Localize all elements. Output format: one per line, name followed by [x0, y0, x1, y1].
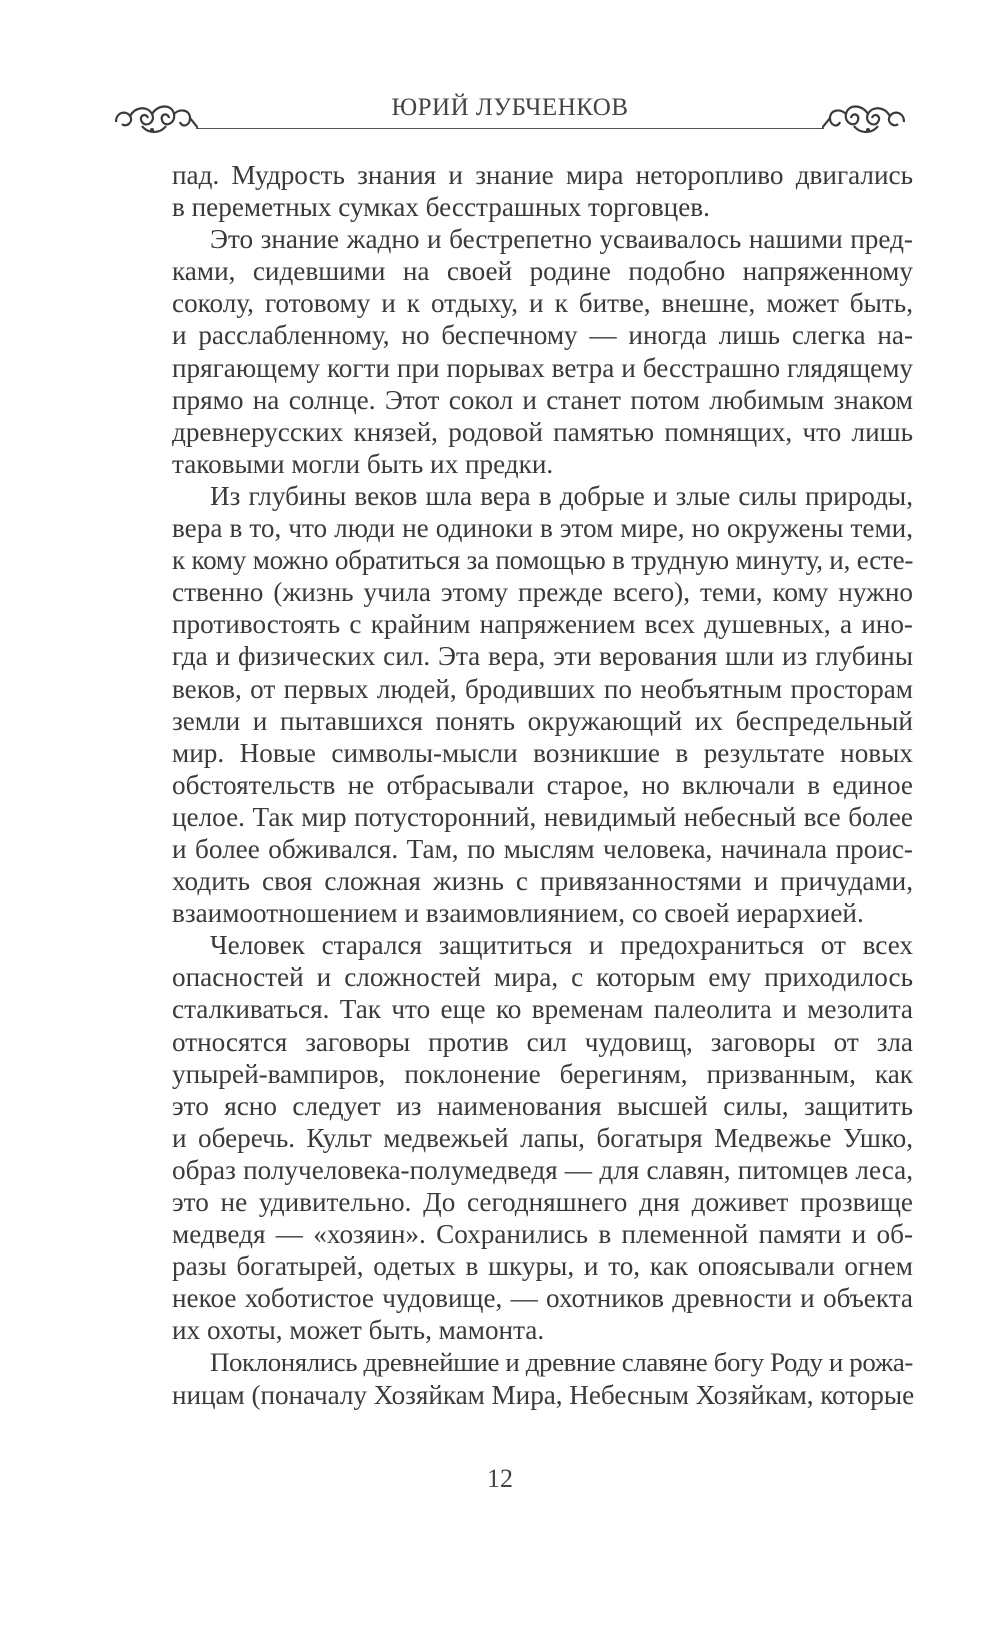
text-line: противостоять с крайним напряжением всех душевных, а ино-	[172, 609, 913, 640]
text-line: вера в то, что люди не одиноки в этом мире, но окружены теми,	[172, 513, 913, 544]
text-line: земли и пытавшихся понять окружающий их беспредельный	[172, 705, 913, 736]
text-line: древнерусских князей, родовой памятью помнящих, что лишь	[172, 416, 913, 447]
text-line: ками, сидевшими на своей родине подобно напряженному	[172, 256, 913, 287]
text-line: упырей-вампиров, поклонение берегиням, призванным, как	[172, 1058, 913, 1089]
text-line: и расслабленному, но беспечному — иногда лишь слегка на-	[172, 320, 913, 351]
text-line: это не удивительно. До сегодняшнего дня доживет прозвище	[172, 1187, 913, 1217]
text-line: и оберечь. Культ медвежьей лапы, богатыря Медвежье Ушко,	[172, 1122, 913, 1153]
text-line: опасностей и сложностей мира, с которым ему приходилось	[172, 962, 913, 993]
text-line: обстоятельств не отбрасывали старое, но включали в единое	[172, 769, 913, 800]
text-line: к кому можно обратиться за помощью в трудную минуту, и, есте-	[172, 545, 914, 576]
text-line: это ясно следует из наименования высшей силы, защитить	[172, 1090, 913, 1121]
text-line: взаимоотношением и взаимовлиянием, со своей иерархией.	[172, 898, 864, 929]
text-line: таковыми могли быть их предки.	[172, 448, 554, 479]
text-line: ницам (поначалу Хозяйкам Мира, Небесным Хозяйкам, которые	[172, 1379, 915, 1410]
text-line: образ получеловека-полумедведя — для славян, питомцев леса,	[172, 1154, 913, 1185]
text-line: целое. Так мир потусторонний, невидимый небесный все более	[172, 801, 913, 832]
header-rule	[196, 128, 824, 129]
text-line: медведя — «хозяин». Сохранились в племенной памяти и об-	[172, 1219, 913, 1250]
text-line: прягающему когти при порывах ветра и бесстрашно глядящему	[172, 352, 913, 383]
text-line: Человек старался защититься и предохраниться от всех	[210, 930, 913, 961]
scroll-ornament-icon	[822, 100, 908, 140]
text-line: Это знание жадно и бестрепетно усваивалось нашими пред-	[210, 224, 913, 255]
running-header	[112, 86, 908, 142]
body-text	[172, 159, 913, 1411]
page-number: 12	[487, 1464, 513, 1493]
text-line: некое хоботистое чудовище, — охотников древности и объекта	[172, 1283, 913, 1314]
text-line: пад. Мудрость знания и знание мира неторопливо двигались	[172, 160, 913, 190]
text-line: разы богатырей, одетых в шкуры, и то, как опоясывали огнем	[172, 1251, 913, 1282]
text-line: прямо на солнце. Этот сокол и станет потом любимым знаком	[172, 384, 913, 415]
text-line: веков, от первых людей, бродивших по необъятным просторам	[172, 673, 913, 704]
text-line: в переметных сумках бесстрашных торговцев.	[172, 192, 710, 223]
text-line: мир. Новые символы-мысли возникшие в результате новых	[172, 737, 913, 768]
text-line: ственно (жизнь учила этому прежде всего), теми, кому нужно	[172, 577, 913, 608]
text-line: и более обживался. Там, по мыслям человека, начинала проис-	[172, 833, 913, 864]
text-line: сталкиваться. Так что еще ко временам палеолита и мезолита	[172, 994, 913, 1025]
text-line: ходить своя сложная жизнь с привязанностями и причудами,	[172, 866, 913, 897]
text-line: относятся заговоры против сил чудовищ, заговоры от зла	[172, 1026, 913, 1057]
running-head-title: ЮРИЙ ЛУБЧЕНКОВ	[391, 94, 629, 121]
text-line: соколу, готовому и к отдыху, и к битве, внешне, может быть,	[172, 288, 913, 319]
text-line: Поклонялись древнейшие и древние славяне богу Роду и рожа-	[210, 1347, 913, 1378]
text-line: гда и физических сил. Эта вера, эти верования шли из глубины	[172, 641, 913, 672]
text-line: их охоты, может быть, мамонта.	[172, 1315, 545, 1346]
text-line: Из глубины веков шла вера в добрые и злые силы природы,	[210, 480, 913, 511]
